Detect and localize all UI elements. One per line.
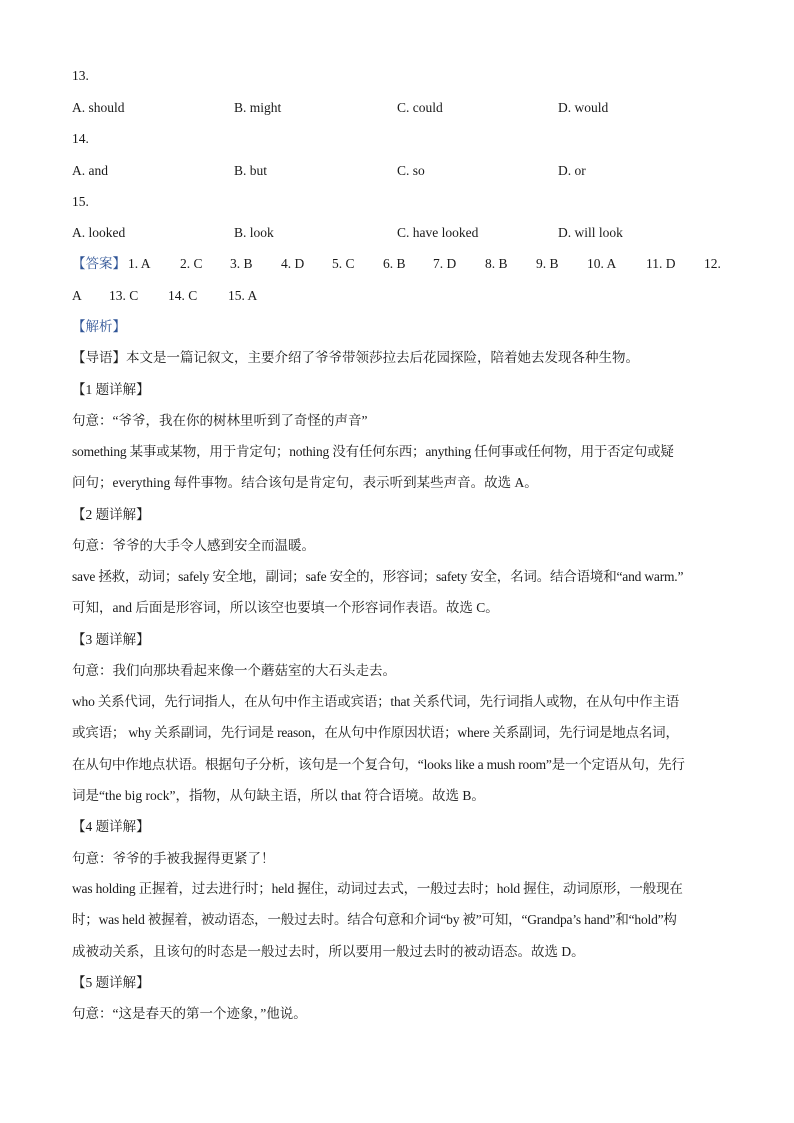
detail-line: 可知，and 后面是形容词，所以该空也要填一个形容词作表语。故选 C。 — [72, 600, 499, 615]
answer-item: A — [72, 288, 82, 303]
detail-line: 句意：“爷爷，我在你的树林里听到了奇怪的声音” — [72, 413, 368, 428]
option-d: D. or — [558, 163, 586, 178]
question-number: 14. — [72, 131, 89, 146]
answer-item: 7. D — [433, 256, 457, 271]
detail-line: 时；was held 被握着，被动语态，一般过去时。结合句意和介词“by 被”可知，“Grandpa’s hand”和“hold”构 — [72, 912, 677, 927]
question-number: 15. — [72, 194, 89, 209]
detail-heading: 【3 题详解】 — [72, 632, 150, 647]
detail-line: 句意：我们向那块看起来像一个蘑菇室的大石头走去。 — [72, 663, 396, 678]
detail-line: was holding 正握着，过去进行时；held 握住，动词过去式，一般过去时；hold 握住，动词原形，一般现在 — [72, 881, 683, 896]
answer-item: 11. D — [646, 256, 676, 271]
detail-line: 词是“the big rock”，指物，从句缺主语，所以 that 符合语境。故选 B。 — [72, 788, 485, 803]
option-c: C. have looked — [397, 225, 479, 240]
detail-line: who 关系代词，先行词指人，在从句中作主语或宾语；that 关系代词，先行词指人或物，在从句中作主语 — [72, 694, 680, 709]
detail-line: something 某事或某物，用于肯定句；nothing 没有任何东西；anything 任何事或任何物，用于否定句或疑 — [72, 444, 674, 459]
answer-item: 10. A — [587, 256, 617, 271]
detail-line: 或宾语； why 关系副词，先行词是 reason，在从句中作原因状语；where 关系副词，先行词是地点名词， — [72, 725, 679, 740]
answer-item: 8. B — [485, 256, 508, 271]
option-d: D. would — [558, 100, 609, 115]
answer-item: 1. A — [128, 256, 151, 271]
option-d: D. will look — [558, 225, 623, 240]
option-a: A. looked — [72, 225, 126, 240]
detail-line: 句意：爷爷的大手令人感到安全而温暖。 — [72, 538, 315, 553]
guide-text: 【导语】本文是一篇记叙文，主要介绍了爷爷带领莎拉去后花园探险，陪着她去发现各种生物。 — [72, 350, 639, 365]
detail-line: 句意：“这是春天的第一个迹象，”他说。 — [72, 1006, 307, 1021]
question-number: 13. — [72, 68, 89, 83]
option-b: B. but — [234, 163, 268, 178]
detail-line: 问句；everything 每件事物。结合该句是肯定句，表示听到某些声音。故选 A。 — [72, 475, 538, 490]
detail-heading: 【4 题详解】 — [72, 819, 150, 834]
answer-item: 15. A — [228, 288, 258, 303]
detail-heading: 【2 题详解】 — [72, 507, 150, 522]
answer-item: 14. C — [168, 288, 198, 303]
answer-item: 9. B — [536, 256, 559, 271]
detail-line: save 拯救，动词；safely 安全地，副词；safe 安全的，形容词；safety 安全，名词。结合语境和“and warm.” — [72, 569, 684, 584]
option-c: C. so — [397, 163, 425, 178]
answer-item: 13. C — [109, 288, 139, 303]
answer-item: 3. B — [230, 256, 253, 271]
answer-item: 2. C — [180, 256, 203, 271]
answer-item: 12. — [704, 256, 721, 271]
answer-label: 【答案】 — [72, 256, 126, 271]
detail-heading: 【5 题详解】 — [72, 975, 150, 990]
answer-item: 4. D — [281, 256, 305, 271]
detail-line: 句意：爷爷的手被我握得更紧了！ — [72, 851, 275, 866]
detail-line: 成被动关系，且该句的时态是一般过去时，所以要用一般过去时的被动语态。故选 D。 — [72, 944, 585, 959]
answer-item: 6. B — [383, 256, 406, 271]
detail-heading: 【1 题详解】 — [72, 382, 150, 397]
analysis-label: 【解析】 — [72, 319, 126, 334]
option-a: A. and — [72, 163, 108, 178]
option-b: B. might — [234, 100, 282, 115]
option-b: B. look — [234, 225, 274, 240]
answer-item: 5. C — [332, 256, 355, 271]
detail-line: 在从句中作地点状语。根据句子分析，该句是一个复合句，“looks like a mush room”是一个定语从句，先行 — [72, 757, 685, 772]
option-c: C. could — [397, 100, 443, 115]
option-a: A. should — [72, 100, 125, 115]
